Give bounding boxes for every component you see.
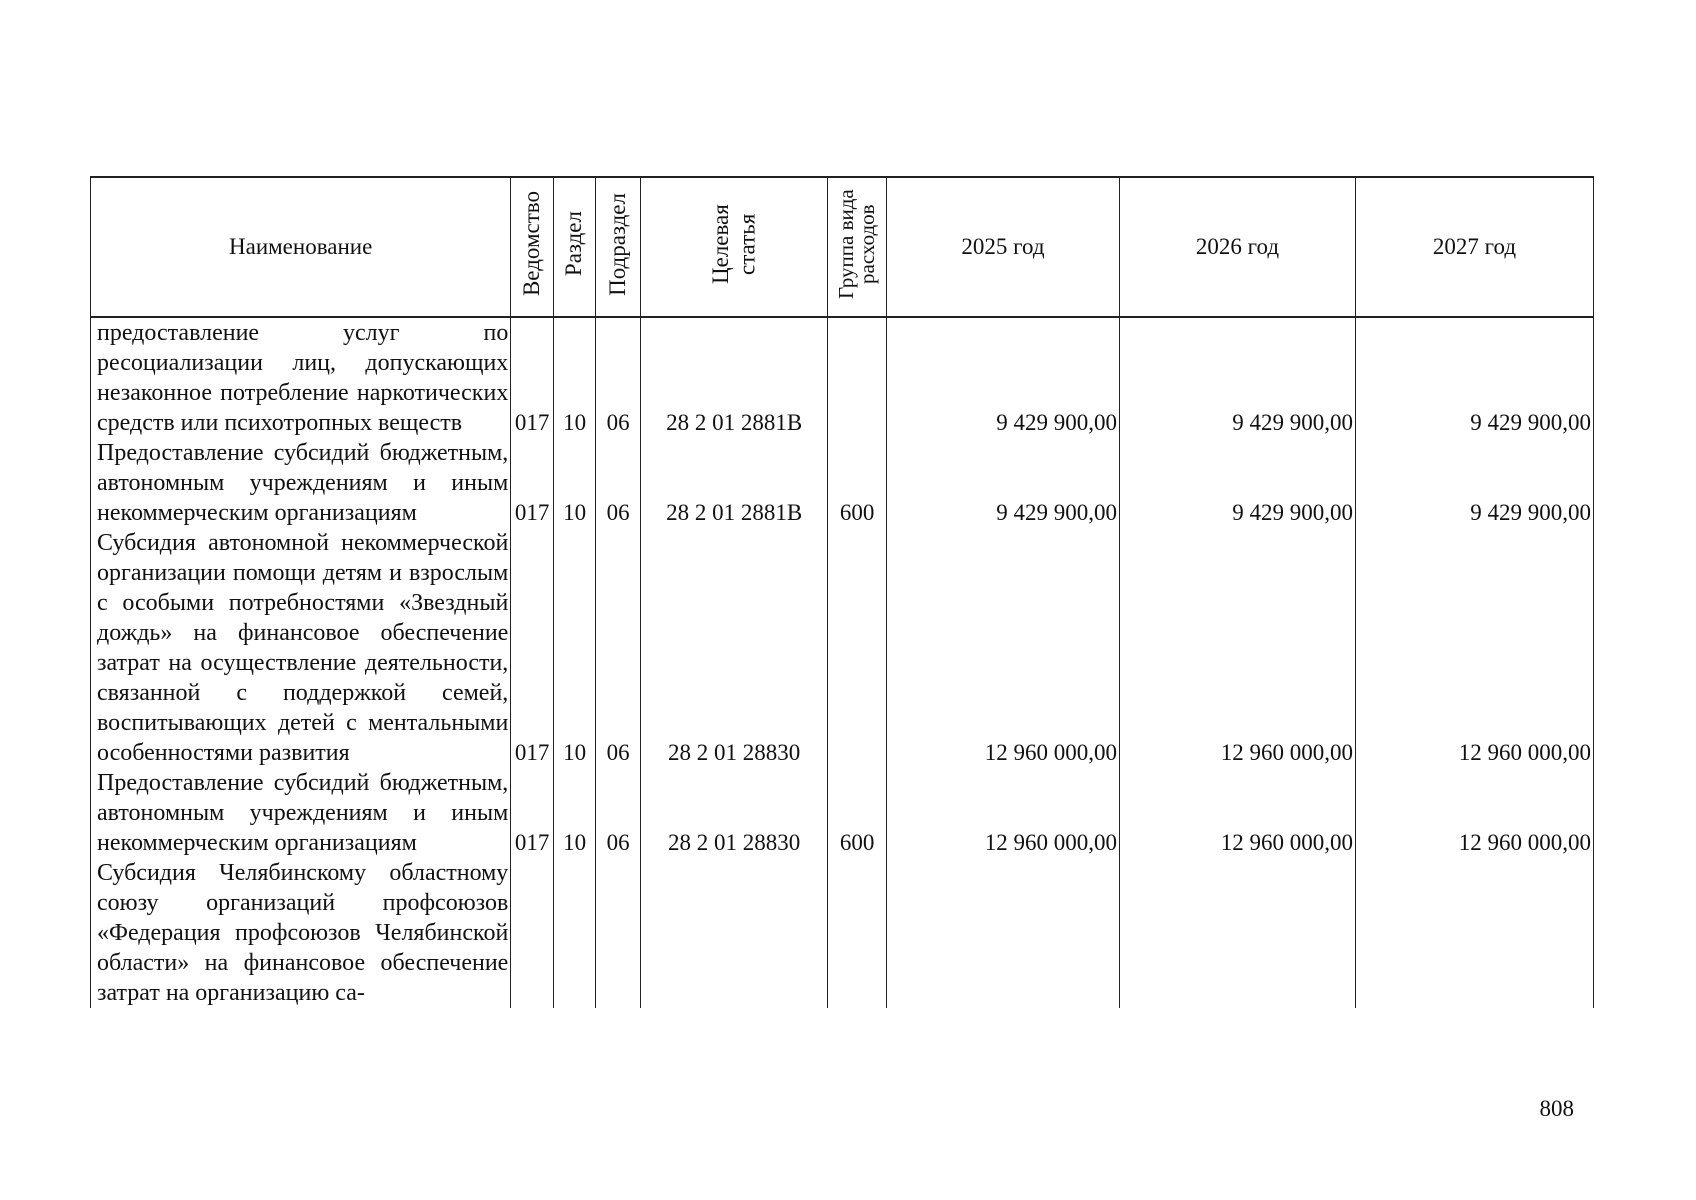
row-2025: 12 960 000,00: [887, 768, 1120, 858]
table-row: [91, 317, 1594, 438]
row-razdel: [553, 858, 596, 1008]
row-vedomstvo: 017: [511, 317, 554, 438]
row-target: 28 2 01 2881В: [640, 317, 827, 438]
row-2026: [1119, 858, 1355, 1008]
row-podrazdel: 06: [596, 438, 641, 528]
row-group: [828, 528, 887, 768]
row-2025: 9 429 900,00: [887, 438, 1120, 528]
row-podrazdel: [596, 858, 641, 1008]
row-group: 600: [828, 768, 887, 858]
header-vedomstvo: Ведомство: [511, 177, 554, 317]
row-vedomstvo: [511, 858, 554, 1008]
row-name: Субсидия автономной некоммерческой организации помощи детям и взрослым с особыми потребностями «Звездный дождь» на финансовое обеспечение затрат на осуществление деятельности, связанной с поддержкой семей, воспитывающих детей с ментальными особенностями развития: [91, 528, 511, 768]
row-2025: 9 429 900,00: [887, 317, 1120, 438]
page-number: 808: [1539, 1096, 1574, 1121]
row-2027: 9 429 900,00: [1355, 438, 1593, 528]
row-2026: 9 429 900,00: [1119, 317, 1355, 438]
row-target: 28 2 01 28830: [640, 768, 827, 858]
row-podrazdel: 06: [596, 528, 641, 768]
budget-table: [90, 176, 1594, 1008]
header-target-article: Целевая статья: [640, 177, 827, 317]
row-target: [640, 858, 827, 1008]
row-group: [828, 317, 887, 438]
row-target: 28 2 01 2881В: [640, 438, 827, 528]
row-2027: [1355, 858, 1593, 1008]
table-row: [91, 438, 1594, 528]
row-2025: 12 960 000,00: [887, 528, 1120, 768]
row-name: Предоставление субсидий бюджетным, автономным учреждениям и иным некоммерческим организациям: [91, 438, 511, 528]
row-group: [828, 858, 887, 1008]
row-target: 28 2 01 28830: [640, 528, 827, 768]
row-vedomstvo: 017: [511, 528, 554, 768]
row-group: 600: [828, 438, 887, 528]
row-2026: 12 960 000,00: [1119, 768, 1355, 858]
row-razdel: 10: [553, 768, 596, 858]
row-2027: 9 429 900,00: [1355, 317, 1593, 438]
header-expense-group: Группа вида расходов: [828, 177, 887, 317]
row-vedomstvo: 017: [511, 768, 554, 858]
row-name: Предоставление субсидий бюджетным, автономным учреждениям и иным некоммерческим организациям: [91, 768, 511, 858]
table-row: [91, 528, 1594, 768]
table-header-row: [91, 177, 1594, 317]
row-razdel: 10: [553, 438, 596, 528]
header-podrazdel: Подраздел: [596, 177, 641, 317]
row-podrazdel: 06: [596, 768, 641, 858]
row-name: Субсидия Челябинскому областному союзу организаций профсоюзов «Федерация профсоюзов Челябинской области» на финансовое обеспечение затрат на организацию са-: [91, 858, 511, 1008]
row-vedomstvo: 017: [511, 438, 554, 528]
row-2025: [887, 858, 1120, 1008]
row-razdel: 10: [553, 317, 596, 438]
header-2026: 2026 год: [1119, 177, 1355, 317]
row-2027: 12 960 000,00: [1355, 528, 1593, 768]
row-2026: 12 960 000,00: [1119, 528, 1355, 768]
row-2027: 12 960 000,00: [1355, 768, 1593, 858]
header-razdel: Раздел: [553, 177, 596, 317]
header-2027: 2027 год: [1355, 177, 1593, 317]
header-2025: 2025 год: [887, 177, 1120, 317]
row-name: предоставление услуг по ресоциализации лиц, допускающих незаконное потребление наркотических средств или психотропных веществ: [91, 317, 511, 438]
row-2026: 9 429 900,00: [1119, 438, 1355, 528]
table-row: [91, 768, 1594, 858]
table-row: [91, 858, 1594, 1008]
row-podrazdel: 06: [596, 317, 641, 438]
header-name: Наименование: [91, 177, 511, 317]
row-razdel: 10: [553, 528, 596, 768]
